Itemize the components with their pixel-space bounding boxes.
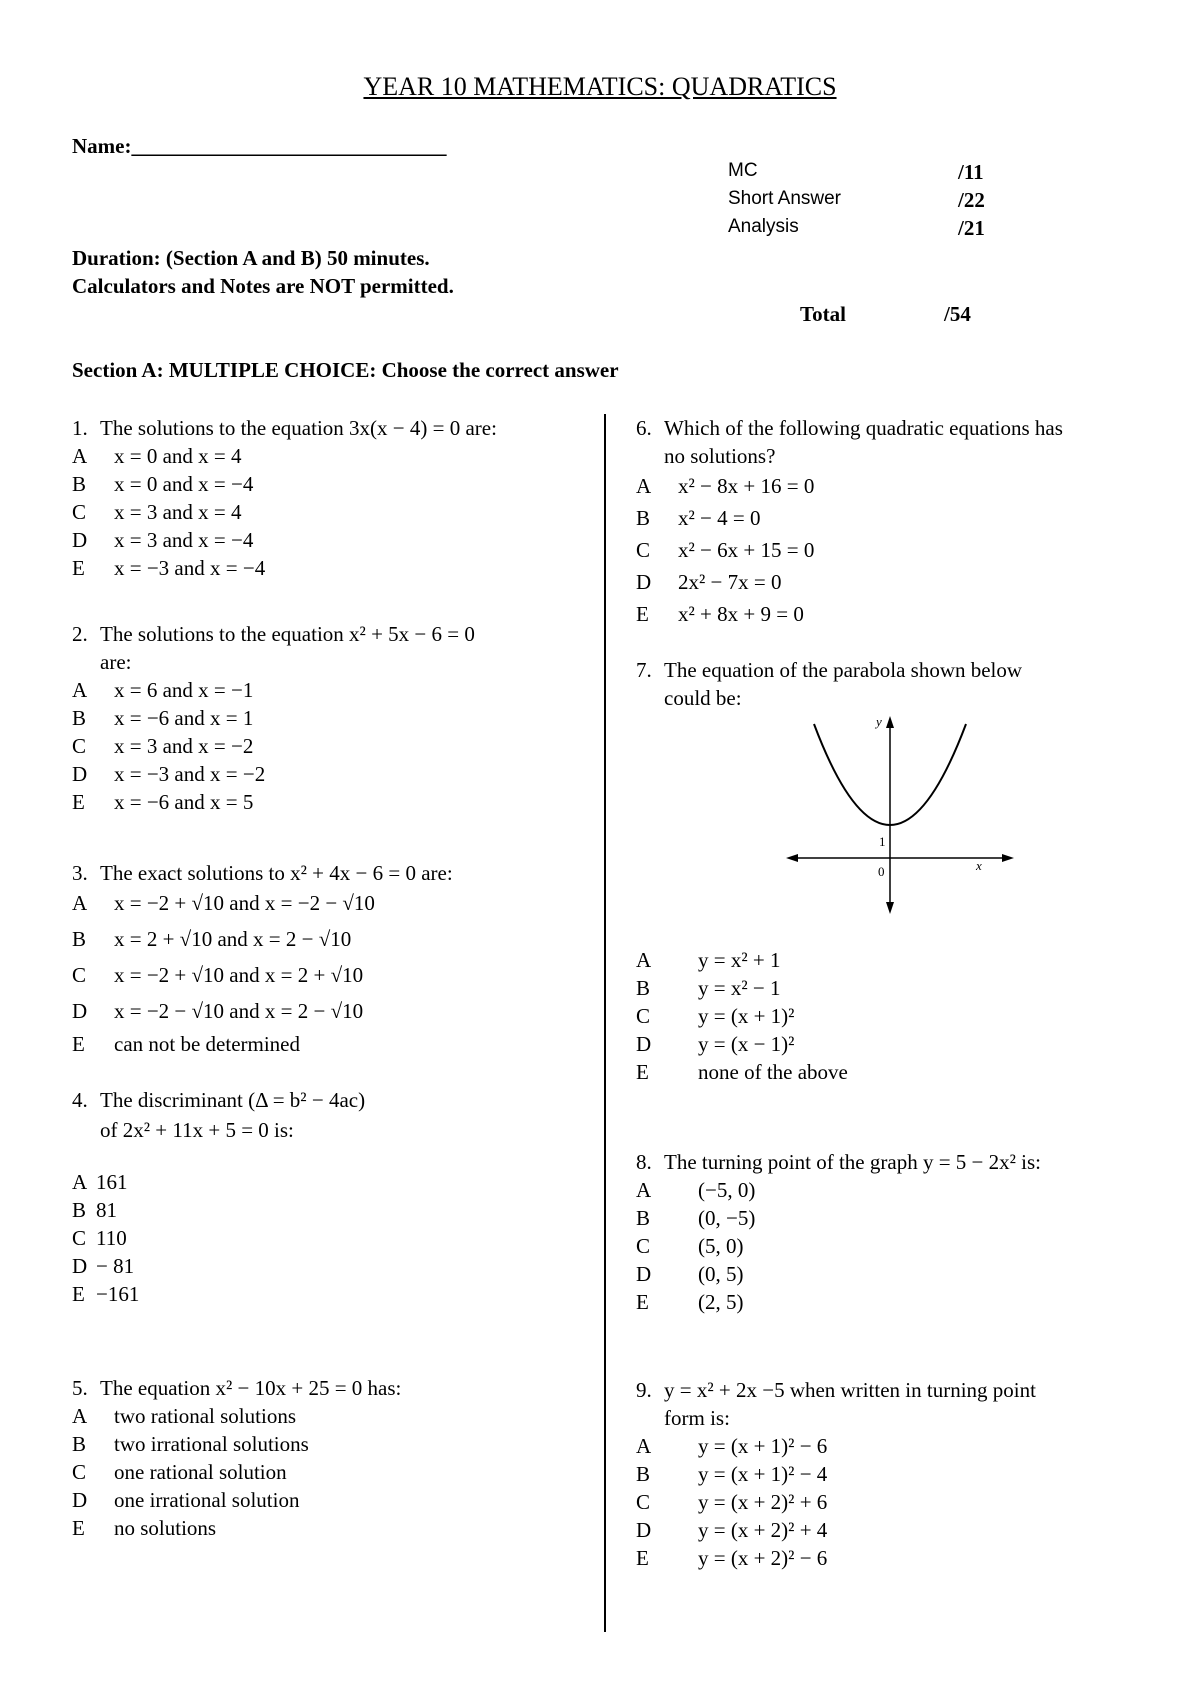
- origin-label: 0: [878, 864, 885, 879]
- column-divider: [604, 414, 606, 1632]
- option-text: can not be determined: [114, 1032, 301, 1056]
- option-text: y = (x + 1)² − 6: [698, 1434, 828, 1458]
- option-e[interactable]: [72, 1280, 365, 1308]
- option-a[interactable]: [636, 946, 848, 974]
- option-text: y = (x + 1)² − 4: [698, 1462, 828, 1486]
- y-intercept-label: 1: [879, 834, 886, 849]
- y-axis-down-arrow: [886, 902, 894, 914]
- option-text: one irrational solution: [114, 1488, 300, 1512]
- option-d[interactable]: [72, 1252, 365, 1280]
- option-text: no solutions: [114, 1516, 217, 1540]
- score-label: Analysis: [728, 216, 799, 237]
- option-e[interactable]: [636, 1058, 848, 1086]
- score-value: /11: [958, 160, 984, 184]
- option-text: x = −2 − √10 and x = 2 − √10: [114, 999, 364, 1023]
- option-text: (−5, 0): [698, 1178, 756, 1202]
- score-row-mc: [728, 160, 998, 188]
- option-c[interactable]: [72, 732, 475, 760]
- question-number: 9.: [636, 1378, 652, 1402]
- option-letter: B: [636, 976, 651, 1000]
- option-text: two irrational solutions: [114, 1432, 309, 1456]
- option-text: − 81: [96, 1254, 135, 1278]
- option-text: y = x² + 1: [698, 948, 781, 972]
- question-number: 6.: [636, 416, 652, 440]
- question-2: [72, 620, 475, 816]
- option-letter: B: [72, 706, 87, 730]
- option-text: x = 0 and x = −4: [114, 472, 254, 496]
- option-letter: A: [72, 678, 88, 702]
- option-letter: D: [636, 1262, 652, 1286]
- option-text: x = 3 and x = −2: [114, 734, 254, 758]
- option-letter: B: [72, 927, 87, 951]
- question-4: [72, 1086, 365, 1308]
- question-number: 5.: [72, 1376, 88, 1400]
- option-letter: A: [636, 1434, 652, 1458]
- option-letter: D: [72, 762, 88, 786]
- option-c[interactable]: [636, 1002, 848, 1030]
- option-text: x = −6 and x = 1: [114, 706, 254, 730]
- option-d[interactable]: [636, 1030, 848, 1058]
- question-stem-continued: no solutions?: [664, 444, 776, 468]
- option-d[interactable]: [72, 526, 497, 554]
- question-3: [72, 855, 453, 1059]
- question-stem: The equation x² − 10x + 25 = 0 has:: [100, 1376, 402, 1400]
- question-number: 3.: [72, 861, 88, 885]
- option-a[interactable]: [72, 1168, 365, 1196]
- question-7-options: [636, 946, 848, 1086]
- option-letter: A: [72, 1170, 88, 1194]
- option-b[interactable]: [72, 921, 453, 957]
- total-label: Total: [800, 302, 846, 326]
- question-number: 1.: [72, 416, 88, 440]
- page-title: YEAR 10 MATHEMATICS: QUADRATICS: [363, 72, 837, 101]
- option-letter: B: [636, 1206, 651, 1230]
- option-letter: E: [636, 602, 649, 626]
- option-letter: D: [72, 999, 88, 1023]
- option-letter: A: [72, 1404, 88, 1428]
- option-text: x = −2 + √10 and x = 2 + √10: [114, 963, 364, 987]
- option-a[interactable]: [72, 1402, 401, 1430]
- option-b[interactable]: [636, 1204, 1041, 1232]
- option-letter: D: [636, 1032, 652, 1056]
- option-letter: D: [72, 528, 88, 552]
- option-e[interactable]: [72, 554, 497, 582]
- score-row-short-answer: [728, 188, 998, 216]
- option-letter: A: [636, 474, 652, 498]
- option-letter: C: [636, 1234, 651, 1258]
- option-text: one rational solution: [114, 1460, 287, 1484]
- option-text: y = (x + 2)² + 4: [698, 1518, 828, 1542]
- option-letter: E: [72, 556, 85, 580]
- option-letter: C: [636, 538, 651, 562]
- parabola-graph: [784, 714, 1014, 914]
- option-letter: E: [72, 1516, 85, 1540]
- option-d[interactable]: [636, 1516, 1036, 1544]
- option-e[interactable]: [636, 598, 1063, 630]
- question-6: [636, 414, 1063, 630]
- question-stem: The turning point of the graph y = 5 − 2x² is:: [664, 1150, 1042, 1174]
- option-b[interactable]: [72, 1196, 365, 1224]
- x-axis-left-arrow: [786, 854, 798, 862]
- y-axis-up-arrow: [886, 716, 894, 728]
- option-b[interactable]: [636, 1460, 1036, 1488]
- option-text: x = 0 and x = 4: [114, 444, 242, 468]
- name-field-label: Name:______________________________: [72, 134, 447, 158]
- score-value: /22: [958, 188, 985, 212]
- option-text: (0, −5): [698, 1206, 756, 1230]
- option-letter: E: [72, 1282, 85, 1306]
- option-letter: C: [72, 500, 87, 524]
- option-text: x = 6 and x = −1: [114, 678, 254, 702]
- total-value: /54: [944, 302, 971, 326]
- option-c[interactable]: [636, 1232, 1041, 1260]
- score-table: [728, 160, 998, 244]
- option-text: y = (x − 1)²: [698, 1032, 795, 1056]
- option-c[interactable]: [636, 534, 1063, 566]
- question-stem: The solutions to the equation 3x(x − 4) = 0 are:: [100, 416, 497, 440]
- option-a[interactable]: [636, 1176, 1041, 1204]
- option-letter: B: [636, 1462, 651, 1486]
- option-e[interactable]: [636, 1544, 1036, 1572]
- option-b[interactable]: [72, 1430, 401, 1458]
- option-text: none of the above: [698, 1060, 848, 1084]
- option-text: x = −3 and x = −4: [114, 556, 266, 580]
- option-d[interactable]: [72, 993, 453, 1029]
- option-text: x = 3 and x = 4: [114, 500, 242, 524]
- duration-text: Duration: (Section A and B) 50 minutes.: [72, 246, 430, 270]
- option-d[interactable]: [72, 760, 475, 788]
- option-text: x² − 4 = 0: [678, 506, 761, 530]
- option-letter: B: [72, 1432, 87, 1456]
- option-letter: C: [636, 1004, 651, 1028]
- option-letter: B: [72, 472, 87, 496]
- x-axis-right-arrow: [1002, 854, 1014, 862]
- option-letter: A: [636, 948, 652, 972]
- option-text: (2, 5): [698, 1290, 744, 1314]
- option-text: y = x² − 1: [698, 976, 781, 1000]
- question-stem-continued: form is:: [664, 1406, 730, 1430]
- option-letter: A: [72, 444, 88, 468]
- option-letter: B: [636, 506, 651, 530]
- option-d[interactable]: [72, 1486, 401, 1514]
- question-stem: The exact solutions to x² + 4x − 6 = 0 are:: [100, 861, 453, 885]
- option-letter: E: [636, 1546, 649, 1570]
- option-letter: C: [72, 1460, 87, 1484]
- option-letter: C: [72, 1226, 87, 1250]
- option-letter: E: [72, 1032, 85, 1056]
- option-text: y = (x + 2)² − 6: [698, 1546, 828, 1570]
- option-text: 2x² − 7x = 0: [678, 570, 782, 594]
- section-a-heading: Section A: MULTIPLE CHOICE: Choose the correct answer: [72, 358, 619, 382]
- option-letter: D: [636, 1518, 652, 1542]
- option-letter: E: [636, 1290, 649, 1314]
- option-text: x = −6 and x = 5: [114, 790, 254, 814]
- option-text: x² + 8x + 9 = 0: [678, 602, 804, 626]
- option-c[interactable]: [72, 1458, 401, 1486]
- question-1: [72, 414, 497, 582]
- question-number: 8.: [636, 1150, 652, 1174]
- score-value: /21: [958, 216, 985, 240]
- x-axis-label: x: [976, 858, 982, 873]
- option-letter: E: [72, 790, 85, 814]
- option-a[interactable]: [636, 470, 1063, 502]
- question-number: 7.: [636, 658, 652, 682]
- option-text: (0, 5): [698, 1262, 744, 1286]
- calculators-text: Calculators and Notes are NOT permitted.: [72, 274, 454, 298]
- option-letter: C: [72, 734, 87, 758]
- option-text: x² − 6x + 15 = 0: [678, 538, 815, 562]
- question-9: [636, 1376, 1036, 1572]
- option-c[interactable]: [72, 957, 453, 993]
- option-d[interactable]: [636, 1260, 1041, 1288]
- option-e[interactable]: [72, 1029, 453, 1059]
- option-text: x = −3 and x = −2: [114, 762, 266, 786]
- question-number: 4.: [72, 1088, 88, 1112]
- option-text: x = −2 + √10 and x = −2 − √10: [114, 891, 375, 915]
- option-text: −161: [96, 1282, 140, 1306]
- option-c[interactable]: [72, 1224, 365, 1252]
- option-a[interactable]: [636, 1432, 1036, 1460]
- question-stem-continued: are:: [100, 650, 132, 674]
- option-letter: C: [636, 1490, 651, 1514]
- option-text: two rational solutions: [114, 1404, 296, 1428]
- question-stem-continued: of 2x² + 11x + 5 = 0 is:: [100, 1118, 294, 1142]
- option-a[interactable]: [72, 442, 497, 470]
- question-8: [636, 1148, 1041, 1316]
- option-text: 161: [96, 1170, 128, 1194]
- option-e[interactable]: [72, 788, 475, 816]
- y-axis-label: y: [876, 714, 882, 729]
- score-label: Short Answer: [728, 188, 841, 209]
- score-row-analysis: [728, 216, 998, 244]
- option-text: y = (x + 2)² + 6: [698, 1490, 828, 1514]
- question-stem: y = x² + 2x −5 when written in turning point: [664, 1378, 1036, 1402]
- question-stem-continued: could be:: [664, 686, 742, 710]
- option-letter: D: [636, 570, 652, 594]
- option-text: y = (x + 1)²: [698, 1004, 795, 1028]
- option-text: (5, 0): [698, 1234, 744, 1258]
- option-text: x = 2 + √10 and x = 2 − √10: [114, 927, 352, 951]
- option-d[interactable]: [636, 566, 1063, 598]
- option-letter: B: [72, 1198, 87, 1222]
- option-c[interactable]: [636, 1488, 1036, 1516]
- option-b[interactable]: [636, 502, 1063, 534]
- option-letter: E: [636, 1060, 649, 1084]
- option-c[interactable]: [72, 498, 497, 526]
- option-letter: A: [72, 891, 88, 915]
- question-7: [636, 656, 1022, 712]
- question-stem: Which of the following quadratic equations has: [664, 416, 1063, 440]
- option-text: 81: [96, 1198, 117, 1222]
- option-b[interactable]: [72, 704, 475, 732]
- option-b[interactable]: [72, 470, 497, 498]
- question-stem: The solutions to the equation x² + 5x − 6 = 0: [100, 622, 475, 646]
- question-stem: The discriminant (Δ = b² − 4ac): [100, 1088, 366, 1112]
- option-e[interactable]: [72, 1514, 401, 1542]
- question-stem: The equation of the parabola shown below: [664, 658, 1023, 682]
- option-e[interactable]: [636, 1288, 1041, 1316]
- option-text: x² − 8x + 16 = 0: [678, 474, 815, 498]
- option-b[interactable]: [636, 974, 848, 1002]
- option-text: x = 3 and x = −4: [114, 528, 254, 552]
- option-letter: D: [72, 1254, 88, 1278]
- option-text: 110: [96, 1226, 127, 1250]
- option-letter: A: [636, 1178, 652, 1202]
- question-5: [72, 1374, 401, 1542]
- option-letter: D: [72, 1488, 88, 1512]
- score-label: MC: [728, 160, 758, 181]
- option-letter: C: [72, 963, 87, 987]
- option-a[interactable]: [72, 676, 475, 704]
- question-number: 2.: [72, 622, 88, 646]
